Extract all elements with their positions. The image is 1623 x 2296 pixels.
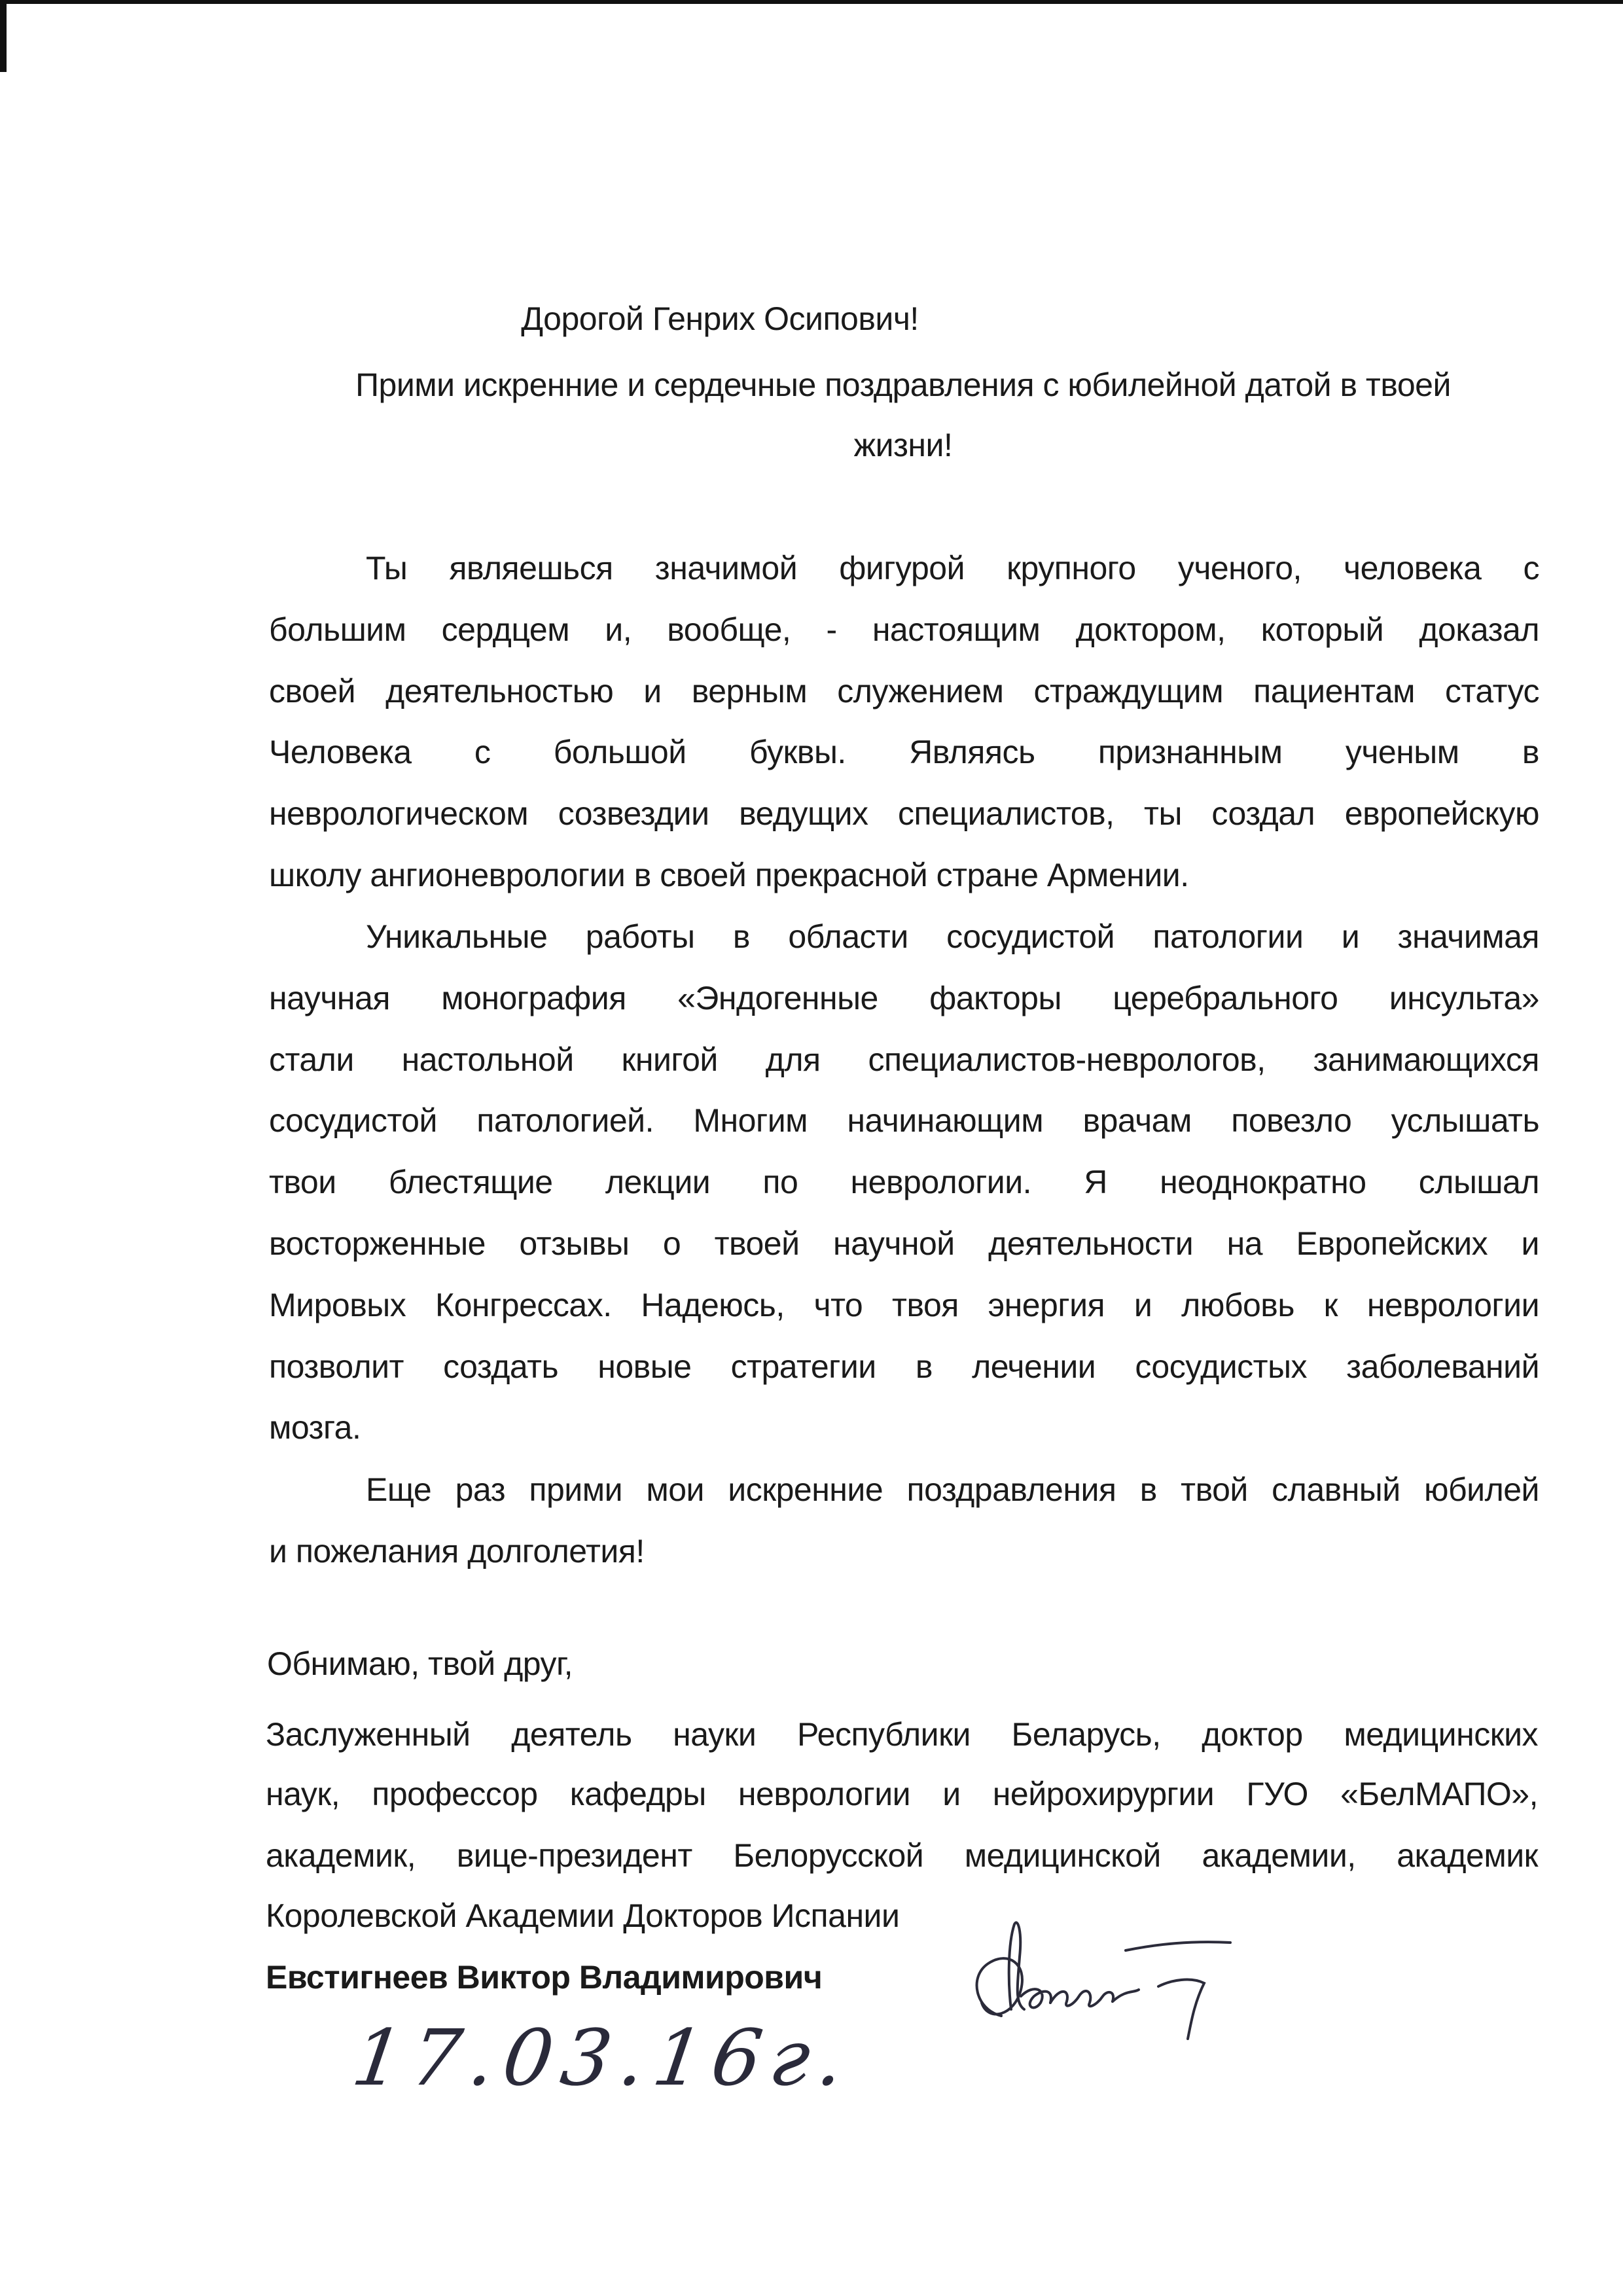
scan-edge-top [0,0,1623,4]
handwritten-date: 17.03.16г. [347,2013,859,2103]
paragraph-2-line: научная монография «Эндогенные факторы церебрального инсульта» [269,979,1539,1016]
paragraph-3-line: Еще раз прими мои искренние поздравления в твой славный юбилей [366,1471,1539,1508]
author-title-line: Королевской Академии Докторов Испании [266,1897,900,1934]
paragraph-2-line: восторженные отзывы о твоей научной деятельности на Европейских и [269,1225,1539,1262]
greeting: Дорогой Генрих Осипович! [521,300,919,337]
wish-line-2: жизни! [853,427,953,463]
author-title-line: академик, вице-президент Белорусской медицинской академии, академик [266,1837,1538,1874]
wish-line-1: Прими искренние и сердечные поздравления с юбилейной датой в твоей [355,367,1451,403]
author-title-line: Заслуженный деятель науки Республики Беларусь, доктор медицинских [266,1716,1538,1753]
farewell: Обнимаю, твой друг, [267,1645,573,1682]
paragraph-2-line: твои блестящие лекции по неврологии. Я неоднократно слышал [269,1164,1539,1201]
paragraph-2-line: Мировых Конгрессах. Надеюсь, что твоя энергия и любовь к неврологии [269,1286,1539,1323]
paragraph-1-line: своей деятельностью и верным служением страждущим пациентам статус [269,672,1539,709]
author-title-line: наук, профессор кафедры неврологии и нейрохирургии ГУО «БелМАПО», [266,1776,1538,1812]
paragraph-1-line: школу ангионеврологии в своей прекрасной стране Армении. [269,857,1189,893]
paragraph-2-line: позволит создать новые стратегии в лечении сосудистых заболеваний [269,1348,1539,1385]
paragraph-2-line: Уникальные работы в области сосудистой патологии и значимая [366,918,1539,955]
paragraph-2-line: мозга. [269,1409,361,1446]
paragraph-2-line: сосудистой патологией. Многим начинающим врачам повезло услышать [269,1102,1539,1139]
scan-edge-left [0,0,7,72]
paragraph-3-line: и пожелания долголетия! [269,1532,645,1570]
paragraph-2-line: стали настольной книгой для специалистов-неврологов, занимающихся [269,1041,1539,1078]
paragraph-1-line: неврологическом созвездии ведущих специалистов, ты создал европейскую [269,795,1539,833]
author-name: Евстигнеев Виктор Владимирович [266,1959,823,1996]
paragraph-1-line: Ты являешься значимой фигурой крупного ученого, человека с [366,550,1539,586]
signature [962,1918,1270,2049]
paragraph-1-line: большим сердцем и, вообще, - настоящим доктором, который доказал [269,611,1539,648]
paragraph-1-line: Человека с большой буквы. Являясь признанным ученым в [269,734,1539,771]
